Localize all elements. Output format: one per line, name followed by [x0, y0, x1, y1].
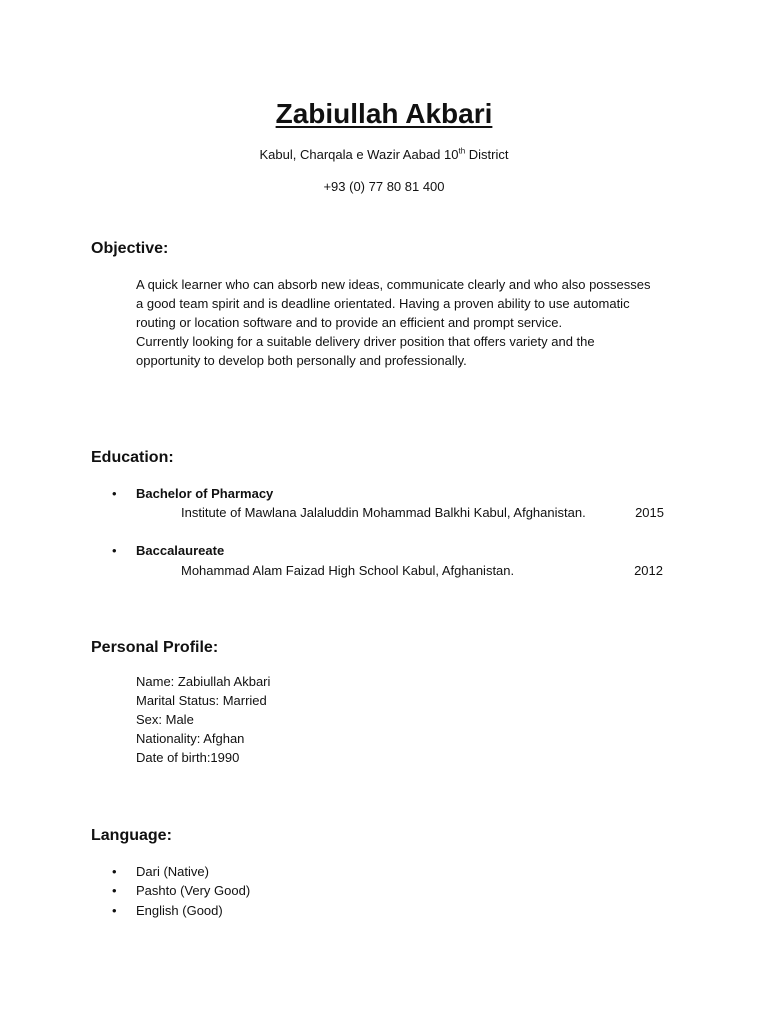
objective-text — [136, 275, 656, 370]
profile-line: Nationality: Afghan — [136, 731, 245, 746]
profile-line: Date of birth:1990 — [136, 750, 240, 765]
education-degree: Baccalaureate — [136, 543, 225, 558]
candidate-name: Zabiullah Akbari — [275, 98, 493, 129]
bullet-icon: • — [112, 883, 117, 898]
education-institution: Institute of Mawlana Jalaluddin Mohammad Balkhi Kabul, Afghanistan. — [181, 505, 586, 520]
address-main: Kabul, Charqala e Wazir Aabad 10 — [259, 147, 459, 162]
bullet-icon: • — [112, 486, 117, 501]
address-superscript: th — [458, 146, 466, 156]
education-institution: Mohammad Alam Faizad High School Kabul, Afghanistan. — [181, 563, 515, 578]
bullet-icon: • — [112, 543, 117, 558]
address-line — [0, 146, 768, 164]
education-year: 2015 — [635, 505, 664, 520]
language-item — [0, 862, 768, 881]
language-item — [0, 901, 768, 920]
language-heading: Language: — [91, 827, 172, 844]
profile-line: Marital Status: Married — [136, 693, 267, 708]
language-name: Pashto (Very Good) — [136, 883, 251, 898]
education-degree: Bachelor of Pharmacy — [136, 486, 274, 501]
objective-paragraph-2: Currently looking for a suitable delivery driver position that offers variety and the opportunity to develop both personally and professionally. — [136, 334, 595, 368]
language-item — [0, 881, 768, 900]
education-item — [0, 484, 768, 503]
objective-paragraph-1: A quick learner who can absorb new ideas, communicate clearly and who also possesses a good team spirit and is deadline orientated. Having a proven ability to use automatic routing or location software and to provide an efficient and prompt service. — [136, 277, 651, 330]
personal-profile-list — [136, 672, 270, 767]
objective-heading: Objective: — [91, 240, 169, 257]
education-heading: Education: — [91, 449, 174, 466]
address-tail: District — [465, 147, 509, 162]
language-name: English (Good) — [136, 903, 223, 918]
profile-line: Name: Zabiullah Akbari — [136, 674, 271, 689]
phone-number: +93 (0) 77 80 81 400 — [323, 179, 445, 194]
bullet-icon: • — [112, 864, 117, 879]
bullet-icon: • — [112, 903, 117, 918]
personal-profile-heading: Personal Profile: — [91, 639, 219, 656]
language-name: Dari (Native) — [136, 864, 209, 879]
education-year: 2012 — [634, 563, 663, 578]
education-item — [0, 541, 768, 560]
profile-line: Sex: Male — [136, 712, 194, 727]
